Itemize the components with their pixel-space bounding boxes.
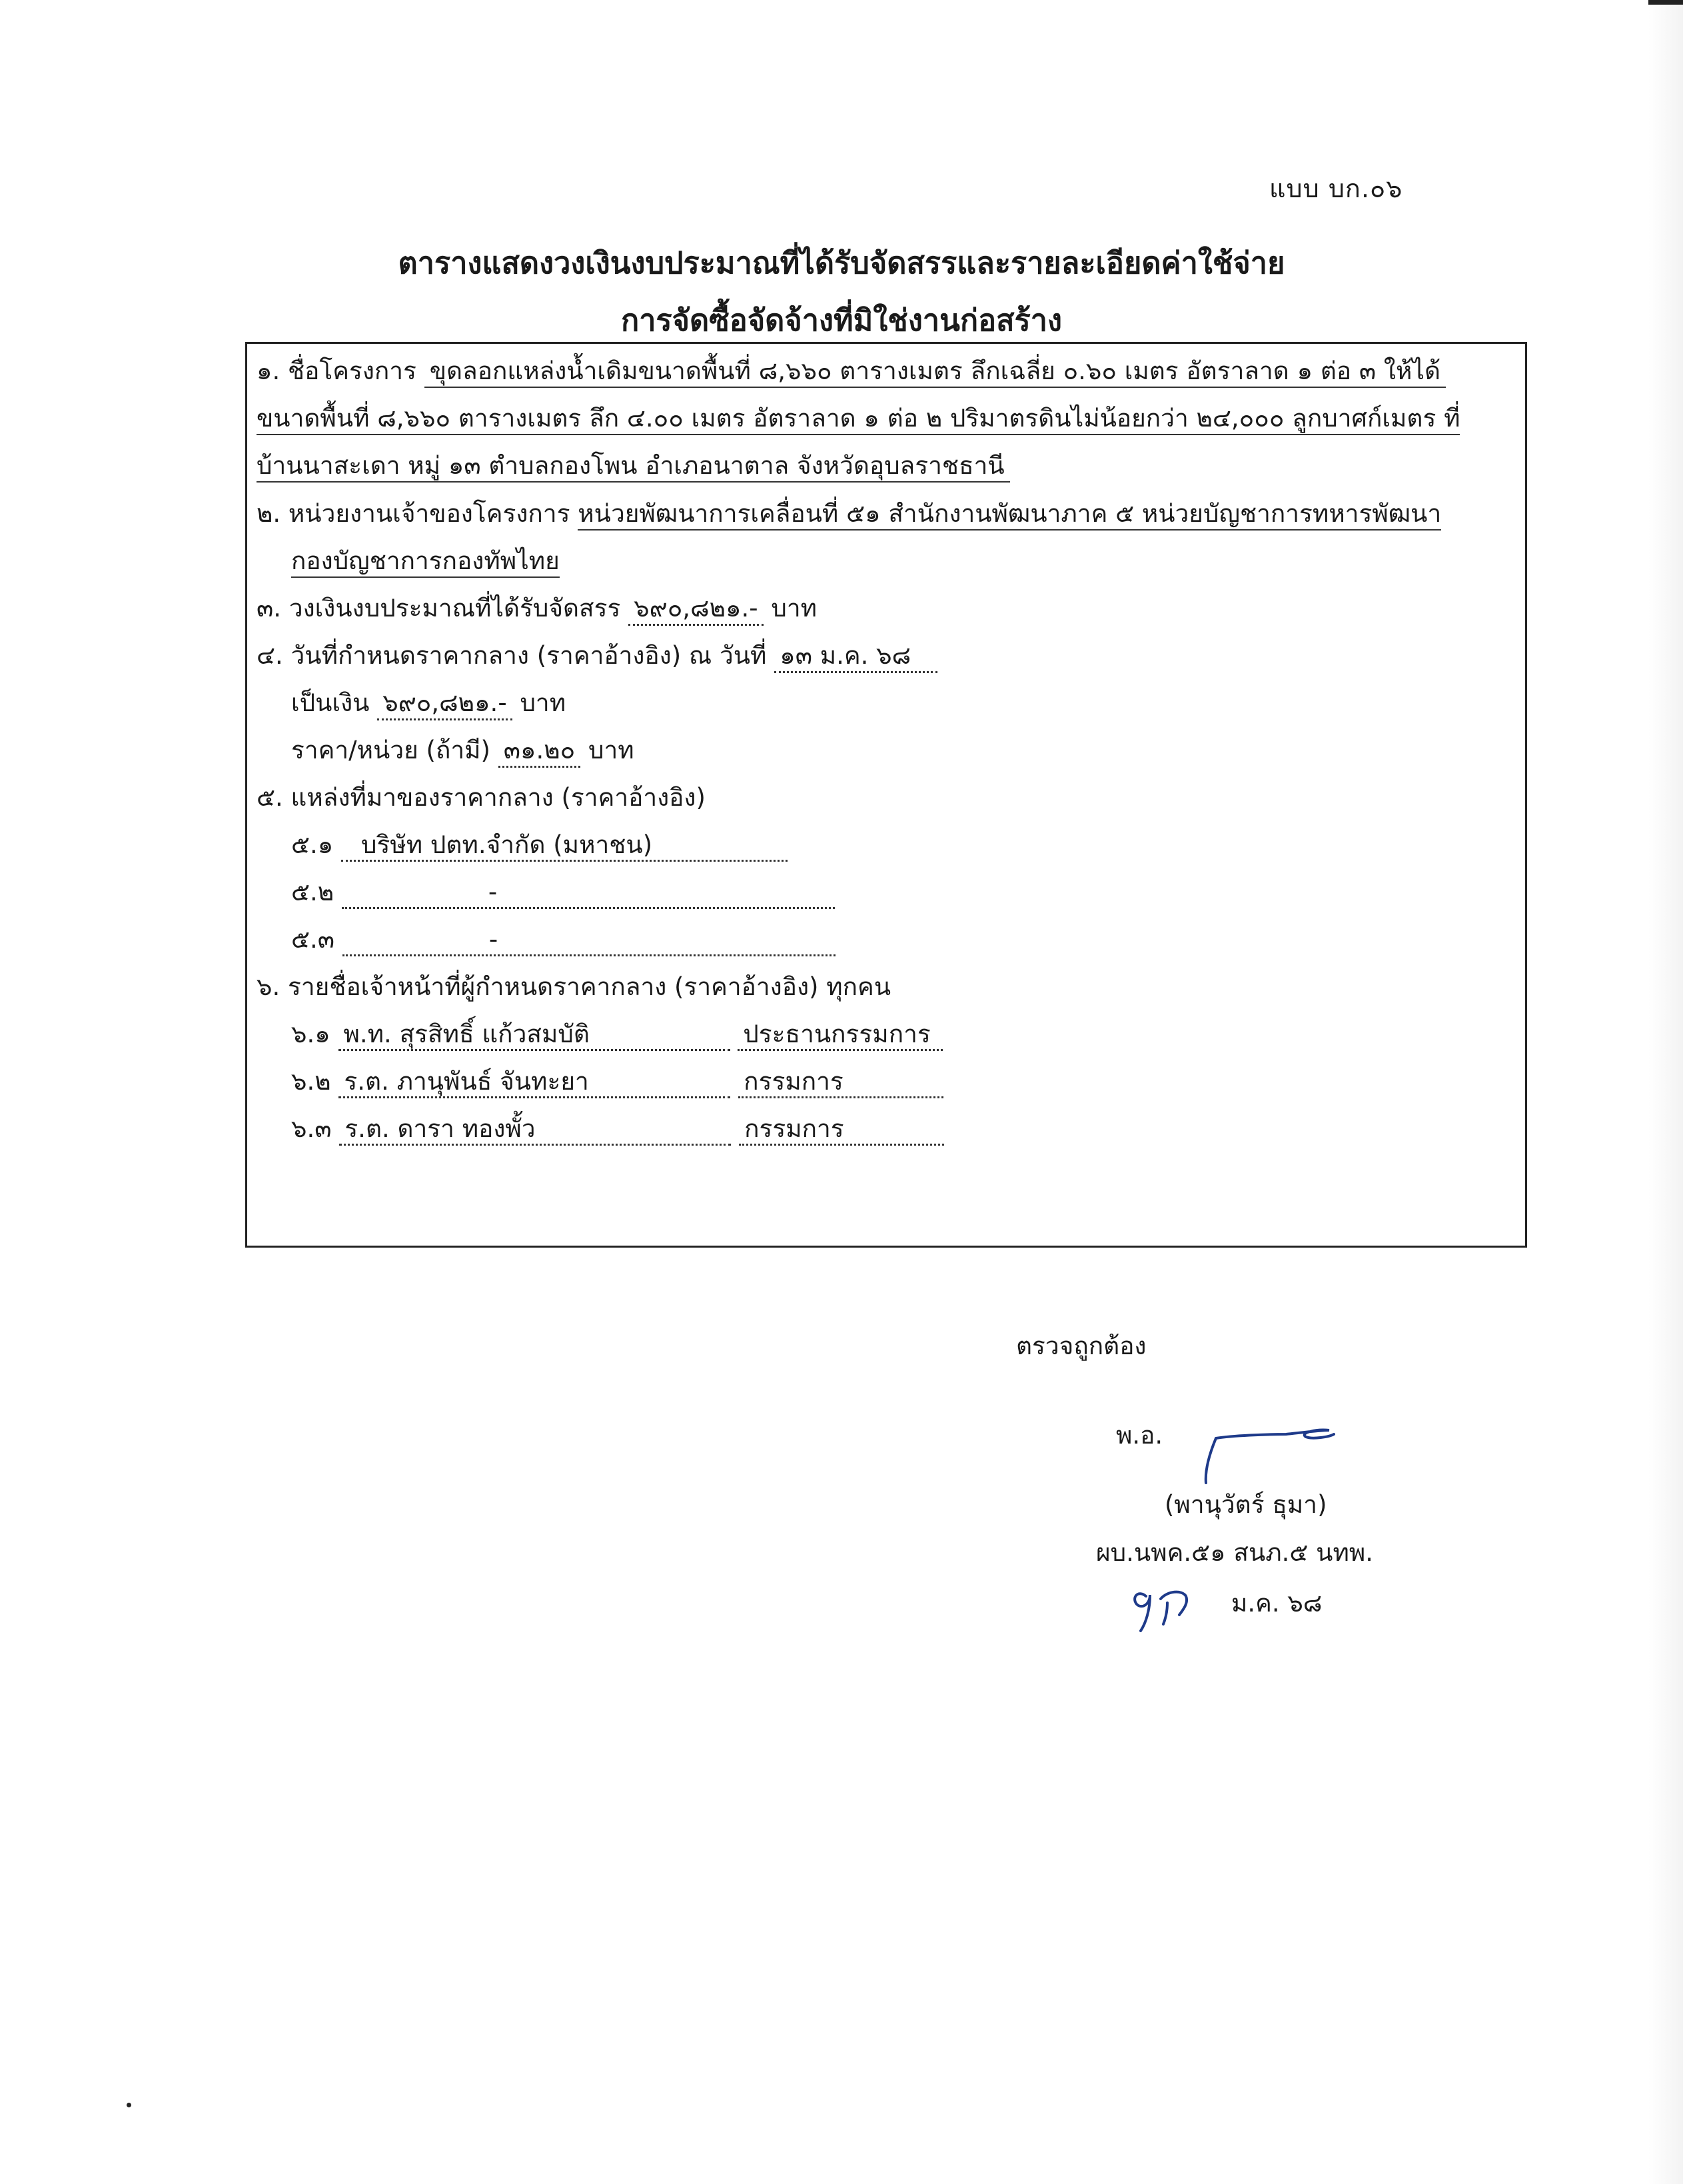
item6-member-2-name: ร.ต. ภานุพันธ์ จันทะยา: [338, 1067, 730, 1098]
item1-project-name-3: บ้านนาสะเดา หมู่ ๑๓ ตำบลกองโพน อำเภอนาตาล จังหวัดอุบลราชธานี: [257, 451, 1010, 483]
item2-agency-1: หน่วยพัฒนาการเคลื่อนที่ ๕๑ สำนักงานพัฒนาภาค ๕ หน่วยบัญชาการทหารพัฒนา: [578, 499, 1441, 531]
item3-unit: บาท: [771, 594, 818, 622]
item5-label: ๕. แหล่งที่มาของราคากลาง (ราคาอ้างอิง): [257, 783, 706, 812]
signoff-verified: ตรวจถูกต้อง: [1016, 1332, 1147, 1360]
item5-source-1: [291, 830, 788, 862]
page-title-line-1: ตารางแสดงวงเงินงบประมาณที่ได้รับจัดสรรและรายละเอียดค่าใช้จ่าย: [398, 245, 1285, 281]
item2-label: ๒. หน่วยงานเจ้าของโครงการ: [257, 499, 570, 528]
item4-line: [257, 641, 937, 670]
corner-mark: [1648, 0, 1683, 5]
item5-source-2: [291, 878, 835, 909]
item6-member-2: [291, 1067, 943, 1098]
signoff-name: (พานุวัตร์ ธุมา): [1165, 1490, 1327, 1519]
scan-speck: [127, 2103, 131, 2107]
item5-source-2-no: ๕.๒: [291, 878, 334, 906]
item2-line1: [257, 499, 1441, 529]
item6-label: ๖. รายชื่อเจ้าหน้าที่ผู้กำหนดราคากลาง (ราคาอ้างอิง) ทุกคน: [257, 972, 891, 1001]
item1-line3: [257, 451, 1010, 481]
item6-member-3: [291, 1114, 944, 1146]
item6-member-3-name: ร.ต. ดารา ทองพั้ว: [339, 1114, 731, 1146]
item2-agency-2: กองบัญชาการกองทัพไทย: [291, 546, 560, 578]
item5-source-3-no: ๕.๓: [291, 925, 335, 954]
item1-project-name-2: ขนาดพื้นที่ ๘,๖๖๐ ตารางเมตร ลึก ๔.๐๐ เมตร อัตราลาด ๑ ต่อ ๒ ปริมาตรดินไม่น้อยกว่า ๒๔,๐๐๐ ลูกบาศก์เมตร ที่: [257, 404, 1460, 435]
item4-unit-price-label: ราคา/หน่วย (ถ้ามี): [291, 736, 490, 764]
item6-member-1-no: ๖.๑: [291, 1020, 330, 1048]
item6-member-1-role: ประธานกรรมการ: [738, 1020, 943, 1051]
item5-line: [257, 783, 706, 812]
item4-unit-price-line: [291, 736, 634, 765]
signoff-position: ผบ.นพค.๕๑ สนภ.๕ นทพ.: [1096, 1538, 1373, 1567]
item2-line2: [291, 546, 560, 576]
item3-label: ๓. วงเงินงบประมาณที่ได้รับจัดสรร: [257, 594, 621, 622]
signoff-rank: พ.อ.: [1116, 1421, 1163, 1450]
item3-budget-value: ๖๙๐,๘๒๑.-: [628, 594, 763, 626]
item4-unit-price: ๓๑.๒๐: [498, 736, 581, 768]
item5-source-1-no: ๕.๑: [291, 830, 334, 859]
item5-source-1-text: บริษัท ปตท.จำกัด (มหาชน): [341, 830, 788, 862]
page-title-line-2: การจัดซื้อจัดจ้างที่มิใช่งานก่อสร้าง: [620, 303, 1063, 338]
signature-mark: [1186, 1420, 1346, 1493]
item4-unit-price-unit: บาท: [588, 736, 634, 764]
item6-member-3-role: กรรมการ: [739, 1114, 944, 1146]
item6-line: [257, 972, 891, 1002]
item6-member-1: [291, 1020, 943, 1051]
handwritten-day: [1126, 1576, 1206, 1636]
item4-amount-label: เป็นเงิน: [291, 688, 370, 717]
item4-date: ๑๓ ม.ค. ๖๘: [774, 641, 937, 673]
item4-amount-line: [291, 688, 566, 718]
item5-source-3: [291, 925, 836, 956]
item4-label: ๔. วันที่กำหนดราคากลาง (ราคาอ้างอิง) ณ วันที่: [257, 641, 767, 670]
item1-project-name-1: ขุดลอกแหล่งน้ำเดิมขนาดพื้นที่ ๘,๖๖๐ ตารางเมตร ลึกเฉลี่ย ๐.๖๐ เมตร อัตราลาด ๑ ต่อ ๓ ให้ได้: [424, 357, 1446, 388]
item6-member-2-role: กรรมการ: [738, 1067, 943, 1098]
item6-member-1-name: พ.ท. สุรสิทธิ์ แก้วสมบัติ: [338, 1020, 730, 1051]
item1-line1: [257, 357, 1446, 386]
item1-line2: [257, 404, 1460, 433]
item5-source-2-text: -: [342, 878, 835, 909]
signoff-date: ม.ค. ๖๘: [1231, 1589, 1323, 1618]
item1-label: ๑. ชื่อโครงการ: [257, 357, 416, 385]
item6-member-2-no: ๖.๒: [291, 1067, 331, 1096]
item4-amount: ๖๙๐,๘๒๑.-: [377, 688, 512, 720]
item4-amount-unit: บาท: [520, 688, 566, 717]
form-code: แบบ บก.๐๖: [1269, 174, 1403, 203]
item6-member-3-no: ๖.๓: [291, 1114, 332, 1143]
item3-line: [257, 594, 817, 623]
item5-source-3-text: -: [342, 925, 836, 956]
